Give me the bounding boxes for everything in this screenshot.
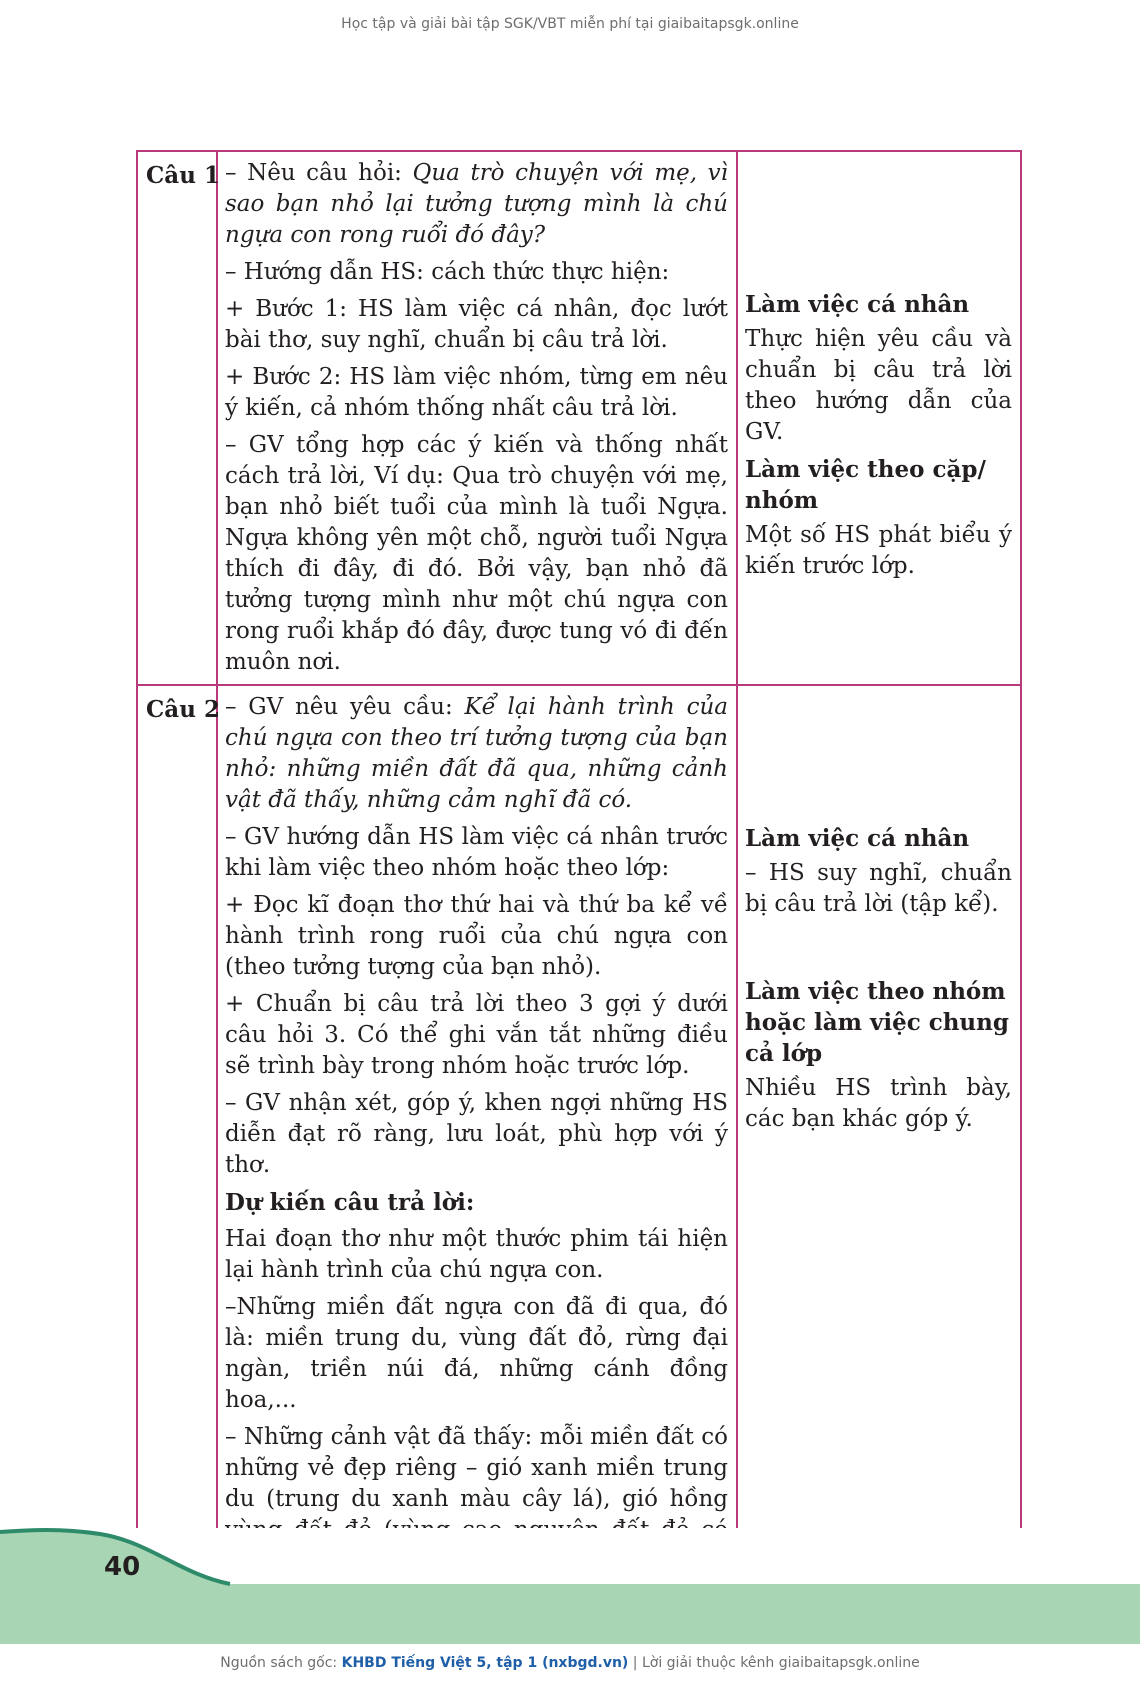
student-block (745, 823, 1012, 920)
student-spacer (745, 692, 1012, 823)
teacher-paragraph: – Những cảnh vật đã thấy: mỗi miền đất có những vẻ đẹp riêng – gió xanh miền trung du (trung du xanh màu cây lá), gió hồng (225, 1424, 728, 1512)
teacher-paragraph: + Đọc kĩ đoạn thơ thứ hai và thứ ba kể về hành trình rong ruổi của chú ngựa con (theo tưởng tượng của bạn nhỏ). (225, 892, 728, 980)
student-block (745, 976, 1012, 1135)
lesson-table (136, 150, 1022, 1616)
student-text: Một số HS phát biểu ý kiến trước lớp. (745, 522, 1012, 579)
student-heading: Làm việc cá nhân (745, 291, 970, 318)
page-number: 40 (104, 1552, 141, 1582)
teacher-paragraph (225, 158, 728, 251)
student-spacer (745, 158, 1012, 289)
footer-band (0, 1528, 1140, 1644)
teacher-paragraph: – GV hướng dẫn HS làm việc cá nhân trước khi làm việc theo nhóm hoặc theo lớp: (225, 824, 728, 881)
question-label: Câu 2 (137, 685, 217, 1615)
page-header: Học tập và giải bài tập SGK/VBT miễn phí tại giaibaitapsgk.online (341, 16, 799, 32)
expected-answer-heading: Dự kiến câu trả lời: (225, 1189, 475, 1216)
source-line (0, 1655, 1140, 1671)
source-title-link[interactable]: KHBD Tiếng Việt 5, tập 1 (nxbgd.vn) (341, 1655, 629, 1671)
question-text: Qua trò chuyện với mẹ, vì sao bạn nhỏ lại tưởng tượng mình là chú ngựa con rong ruổi đó đây? (225, 160, 729, 248)
teacher-paragraph (225, 692, 728, 816)
teacher-activities (217, 685, 737, 1615)
table-row (137, 685, 1021, 1615)
teacher-paragraph: + Bước 2: HS làm việc nhóm, từng em nêu ý kiến, cả nhóm thống nhất câu trả lời. (225, 364, 728, 421)
teacher-activities (217, 151, 737, 685)
student-activities (737, 685, 1021, 1615)
student-text: Nhiều HS trình bày, các bạn khác góp ý. (745, 1075, 1012, 1132)
teacher-paragraph: + Bước 1: HS làm việc cá nhân, đọc lướt bài thơ, suy nghĩ, chuẩn bị câu trả lời. (225, 296, 728, 353)
teacher-paragraph: Hai đoạn thơ như một thước phim tái hiện lại hành trình của chú ngựa con. (225, 1226, 728, 1283)
student-heading: Làm việc theo cặp/ nhóm (745, 456, 986, 514)
student-text: – HS suy nghĩ, chuẩn bị câu trả lời (tập kể). (745, 860, 1012, 917)
source-prefix: Nguồn sách gốc: (220, 1655, 342, 1671)
table-row (137, 151, 1021, 685)
student-heading: Làm việc cá nhân (745, 825, 970, 852)
student-block (745, 454, 1012, 582)
teacher-paragraph: – Hướng dẫn HS: cách thức thực hiện: (225, 259, 670, 285)
question-text: Kể lại hành trình của chú ngựa con theo trí tưởng tượng của bạn nhỏ: những miền đất đã qua, những cảnh vật đã thấy, những cảm nghĩ đã có. (225, 694, 729, 813)
source-suffix: | Lời giải thuộc kênh giaibaitapsgk.online (628, 1655, 920, 1671)
paragraph-prefix: – GV nêu yêu cầu: (225, 694, 465, 720)
student-block (745, 289, 1012, 448)
teacher-paragraph: –Những miền đất ngựa con đã đi qua, đó là: miền trung du, vùng đất đỏ, rừng đại ngàn, triền núi đá, những cánh đồng hoa,... (225, 1294, 728, 1413)
student-activities (737, 151, 1021, 685)
student-heading: Làm việc theo nhóm hoặc làm việc chung cả lớp (745, 978, 1009, 1067)
teacher-paragraph: + Chuẩn bị câu trả lời theo 3 gợi ý dưới câu hỏi 3. Có thể ghi vắn tắt những điều sẽ trình bày trong nhóm hoặc trước lớp. (225, 991, 728, 1079)
question-label: Câu 1 (137, 151, 217, 685)
paragraph-prefix: – Nêu câu hỏi: (225, 160, 413, 186)
student-text: Thực hiện yêu cầu và chuẩn bị câu trả lời theo hướng dẫn của GV. (745, 326, 1012, 445)
student-spacer (745, 926, 1012, 976)
teacher-paragraph: – GV tổng hợp các ý kiến và thống nhất cách trả lời, Ví dụ: Qua trò chuyện với mẹ, bạn nhỏ biết tuổi của mình là tuổi Ngựa. Ngựa không yên một chỗ, người tuổi Ngựa thích đi đây, đi đó. Bởi vậy, bạn nhỏ đã tưởng tượng mình như một chú ngựa con rong ruổi khắp đó đây, được tung vó đi đến muôn nơi. (225, 432, 728, 675)
teacher-paragraph: – GV nhận xét, góp ý, khen ngợi những HS diễn đạt rõ ràng, lưu loát, phù hợp với ý thơ. (225, 1090, 728, 1178)
